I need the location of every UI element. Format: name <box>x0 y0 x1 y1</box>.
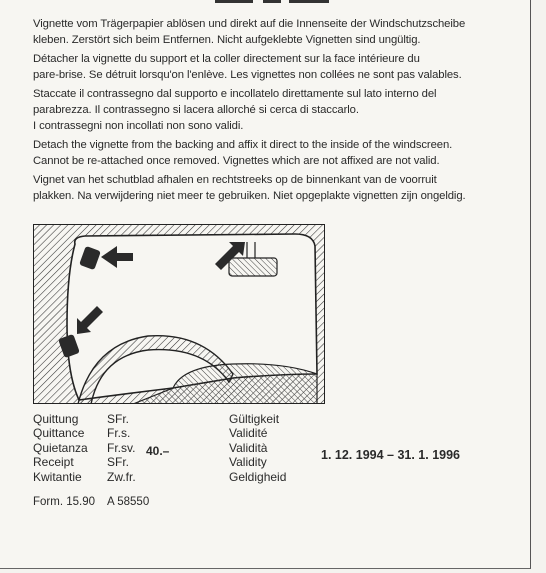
text-line: Cannot be re-attached once removed. Vignettes which are not affixed are not valid. <box>33 154 440 167</box>
receipt-label: Quittung <box>33 412 79 426</box>
windscreen-diagram <box>33 224 325 404</box>
receipt-label: Quietanza <box>33 440 88 455</box>
text-line: I contrassegni non incollati non sono validi. <box>33 119 244 132</box>
validity-label: Geldigheid <box>229 469 287 484</box>
currency-label: Fr.sv. <box>107 440 136 455</box>
arrow-left-icon <box>101 246 133 268</box>
vignette-position-top <box>79 246 101 270</box>
currency-label: Zw.fr. <box>107 469 136 484</box>
serial-number: A 58550 <box>107 496 150 508</box>
validity-labels <box>229 412 286 484</box>
validity-label: Validità <box>229 440 268 455</box>
receipt-block <box>33 412 513 512</box>
text-line: plakken. Na verwijdering niet meer te gebruiken. Niet opgeplakte vignetten zijn ongeldig. <box>33 189 466 202</box>
text-line: Vignet van het schutblad afhalen en rechtstreeks op de binnenkant van de voorruit <box>33 174 437 187</box>
instruction-dutch <box>33 173 513 204</box>
text-line: Détacher la vignette du support et la coller directement sur la face intérieure du <box>33 53 420 66</box>
mirror-mount <box>247 242 255 258</box>
top-edge-marks <box>215 0 335 4</box>
currency-label: SFr. <box>107 412 130 426</box>
validity-label: Validité <box>229 426 268 441</box>
instruction-german <box>33 17 513 48</box>
text-line: pare-brise. Se détruit lorsqu'on l'enlève. Les vignettes non collées ne sont pas valables. <box>33 68 462 81</box>
instruction-italian <box>33 87 513 134</box>
arrow-down-left-icon <box>77 306 103 334</box>
currency-labels <box>107 412 136 484</box>
receipt-label: Receipt <box>33 455 74 470</box>
rear-view-mirror <box>229 258 277 276</box>
receipt-labels <box>33 412 88 484</box>
instructions <box>33 17 513 209</box>
instruction-english <box>33 138 513 169</box>
currency-label: SFr. <box>107 455 130 470</box>
instruction-french <box>33 52 513 83</box>
validity-label: Gültigkeit <box>229 412 280 426</box>
text-line: Vignette vom Trägerpapier ablösen und direkt auf die Innenseite der Windschutzscheibe <box>33 18 466 30</box>
text-line: Detach the vignette from the backing and affix it direct to the inside of the windscreen. <box>33 139 453 152</box>
text-line: parabrezza. Il contrassegno si lacera allorché si cerca di staccarlo. <box>33 103 359 116</box>
validity-label: Validity <box>229 455 267 470</box>
dashboard <box>133 364 317 404</box>
amount-value: 40.– <box>146 444 170 458</box>
text-line: Staccate il contrassegno dal supporto e incollatelo direttamente sul lato interno del <box>33 88 437 101</box>
form-number: Form. 15.90 <box>33 496 95 508</box>
text-line: kleben. Zerstört sich beim Entfernen. Nicht aufgeklebte Vignetten sind ungültig. <box>33 33 421 46</box>
currency-label: Fr.s. <box>107 426 131 441</box>
receipt-label: Quittance <box>33 426 85 441</box>
validity-period: 1. 12. 1994 – 31. 1. 1996 <box>321 448 461 462</box>
receipt-label: Kwitantie <box>33 469 82 484</box>
